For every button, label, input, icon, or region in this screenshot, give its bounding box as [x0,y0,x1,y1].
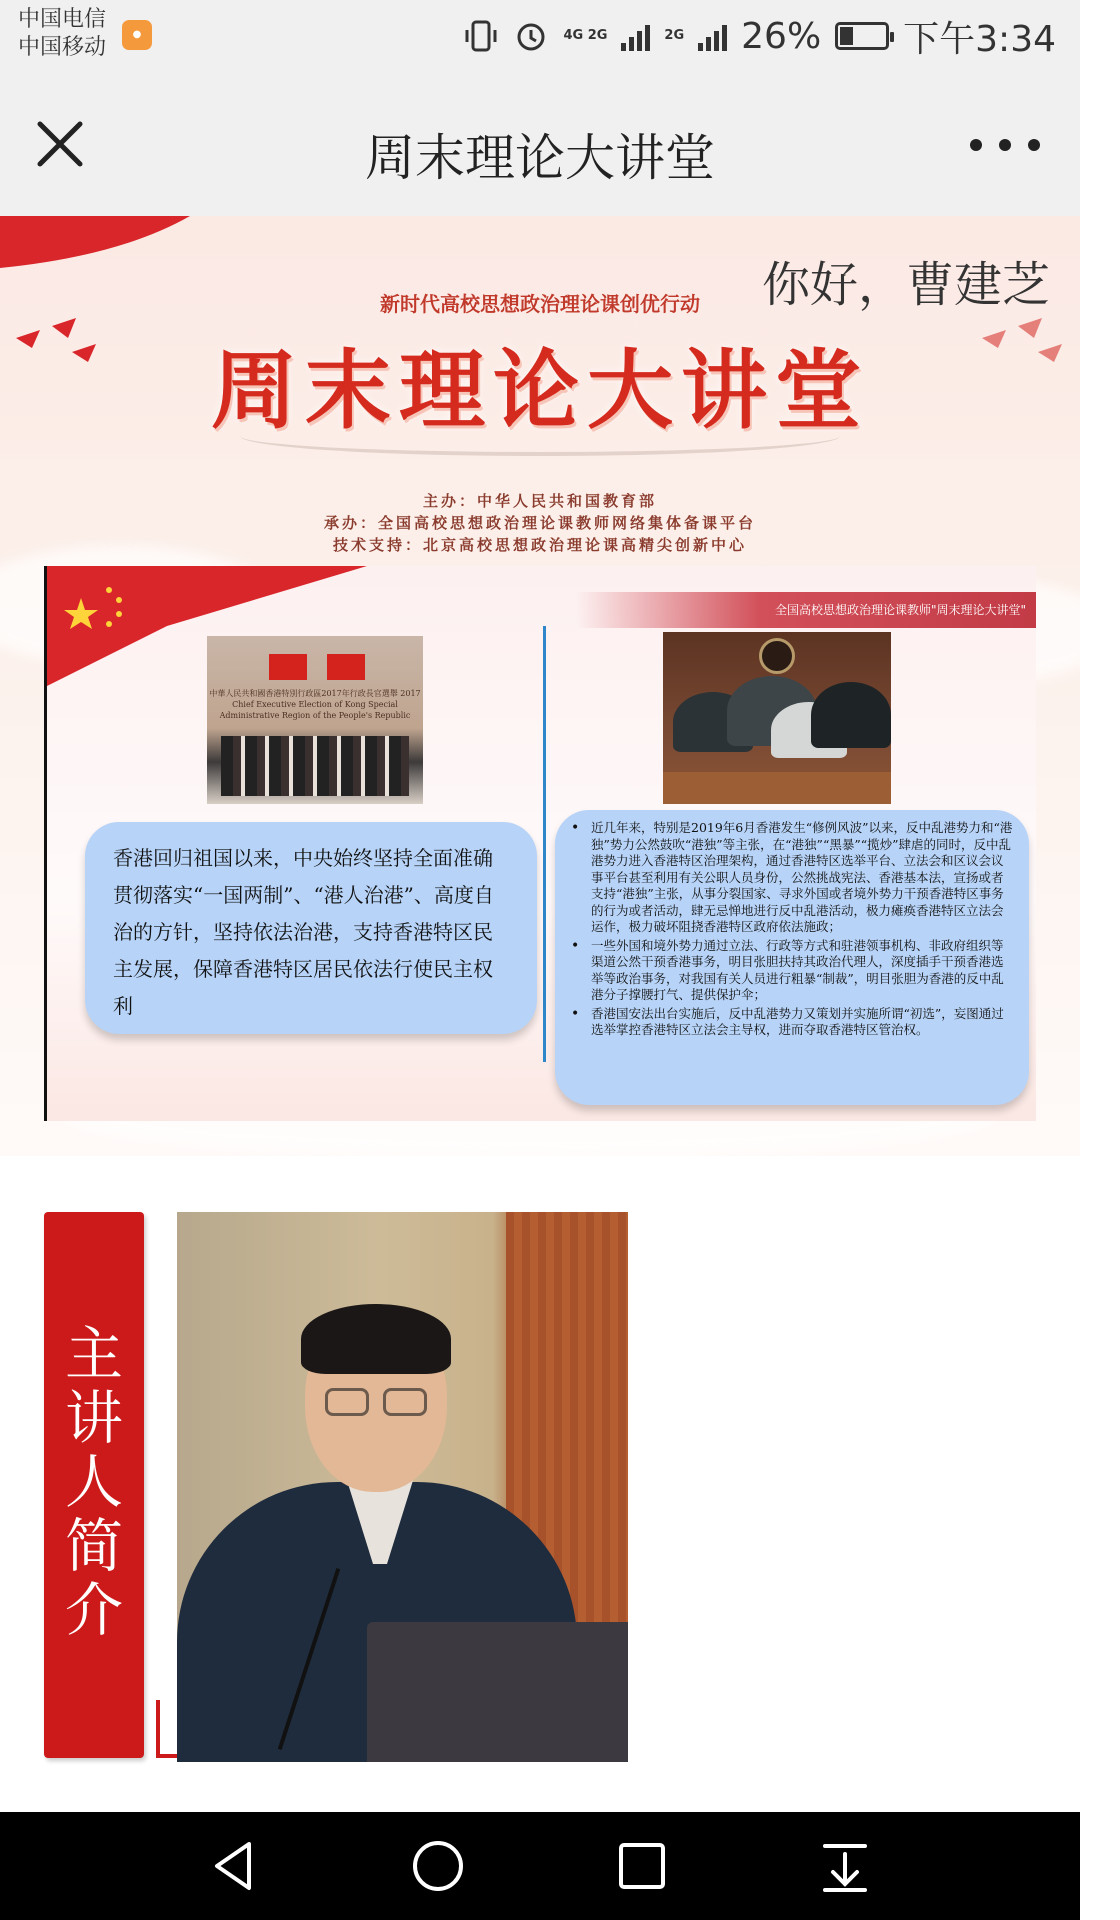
organizer-host: 主办：中华人民共和国教育部 [422,492,657,510]
decor-line [156,1700,160,1756]
title-bar [0,74,1080,216]
signal-label-2: 2G [664,28,685,43]
back-triangle-icon[interactable] [205,1836,265,1896]
organizer-tech-support: 技术支持：北京高校思想政治理论课高精尖创新中心 [332,536,747,554]
status-indicators [463,12,1056,60]
slide-divider [543,626,546,1062]
pull-down-icon[interactable] [815,1836,875,1896]
battery-icon [835,22,889,50]
lecture-slide [44,566,1036,1121]
organizer-undertaker: 承办：全国高校思想政治理论课教师网络集体备课平台 [323,514,756,532]
carrier-2: 中国移动 [18,35,107,60]
open-book-decoration [240,416,840,456]
emblem-icon [759,638,795,674]
umbrella-icon [811,682,891,748]
app-notification-icon: ● [122,20,152,50]
left-text-bubble: 香港回归祖国以来，中央始终坚持全面准确贯彻落实“一国两制”、“港人治港”、高度自治的方针，坚持依法治港，支持香港特区民主发展，保障香港特区居民依法行使民主权利 [85,822,537,1034]
glasses-icon [325,1388,369,1416]
home-circle-icon[interactable] [408,1836,468,1896]
legco-photo [663,632,891,804]
election-photo [207,636,423,804]
banner-title: 周末理论大讲堂 [211,340,869,441]
signal-bars-icon [621,21,650,51]
alarm-icon [513,18,549,54]
bullet-point: • 一些外国和境外势力通过立法、行政等方式和驻港领事机构、非政府组织等渠道公然干预香港事务，明目张胆扶持其政治代理人，深度插手干预香港选举等政治事务，对我国有关人员进行粗暴“制裁”，明目张胆为香港的反中乱港分子撑腰打气、提供保护伞； [569,938,1015,1004]
status-bar [0,0,1080,74]
page-title: 周末理论大讲堂 [365,129,715,187]
slide-header: 全国高校思想政治理论课教师"周末理论大讲堂" [576,592,1036,628]
organizers [0,490,1080,556]
recents-square-icon[interactable] [612,1836,672,1896]
carrier-1: 中国电信 [18,7,107,32]
flag-icon [327,654,365,680]
more-icon-dot [1028,139,1040,151]
speaker-intro-label: 主 讲 人 简 介 [64,1320,123,1644]
clock: 下午3:34 [903,18,1056,60]
desk-image [663,772,891,804]
right-text-bubble [555,810,1029,1105]
more-icon [970,139,982,151]
laptop-icon [367,1622,628,1762]
bullet-point: • 香港国安法出台实施后，反中乱港势力又策划并实施所谓“初选”，妄图通过选举掌控香港特区立法会主导权，进而夺取香港特区管治权。 [569,1006,1015,1039]
speaker-photo[interactable] [177,1212,628,1747]
more-button[interactable] [970,130,1040,160]
more-icon-dot [999,139,1011,151]
user-greeting: 你好，曹建芝 [761,257,1050,313]
system-nav-bar [0,1812,1080,1920]
article-content[interactable] [0,216,1080,1812]
vibrate-icon [463,18,499,54]
carrier-info [18,6,106,62]
election-photo-caption: 中華人民共和國香港特別行政區2017年行政長官選舉 2017 Chief Executive Election of Kong Special Administrative Region of the People's Republic [209,689,421,720]
people-image [221,736,409,796]
flag-icon [269,654,307,680]
speaker-hair [301,1304,451,1374]
bullet-point: • 近几年来，特别是2019年6月香港发生“修例风波”以来，反中乱港势力和“港独”势力公然鼓吹“港独”等主张，在“港独”“黑暴”“揽炒”肆虐的同时，反中乱港势力进入香港特区治理架构，通过香港特区选举平台、立法会和区议会议事平台甚至利用有关公职人员身份，公然挑战宪法、香港基本法，宣扬或者支持“港独”主张，从事分裂国家、寻求外国或者境外势力干预香港特区事务的行为或者活动，肆无忌惮地进行反中乱港活动，极力瘫痪香港特区立法会运作，极力破坏阻挠香港特区政府依法施政； [569,820,1015,936]
signal-bars-2-icon [698,21,727,51]
red-ribbon-icon [0,216,190,286]
lecture-banner [0,216,1080,1156]
signal-label-1: 4G 2G [563,28,608,43]
glasses-icon [383,1388,427,1416]
battery-percent: 26% [741,15,822,57]
speaker-intro-tag [44,1212,144,1758]
banner-subtitle: 新时代高校思想政治理论课创优行动 [380,292,700,316]
